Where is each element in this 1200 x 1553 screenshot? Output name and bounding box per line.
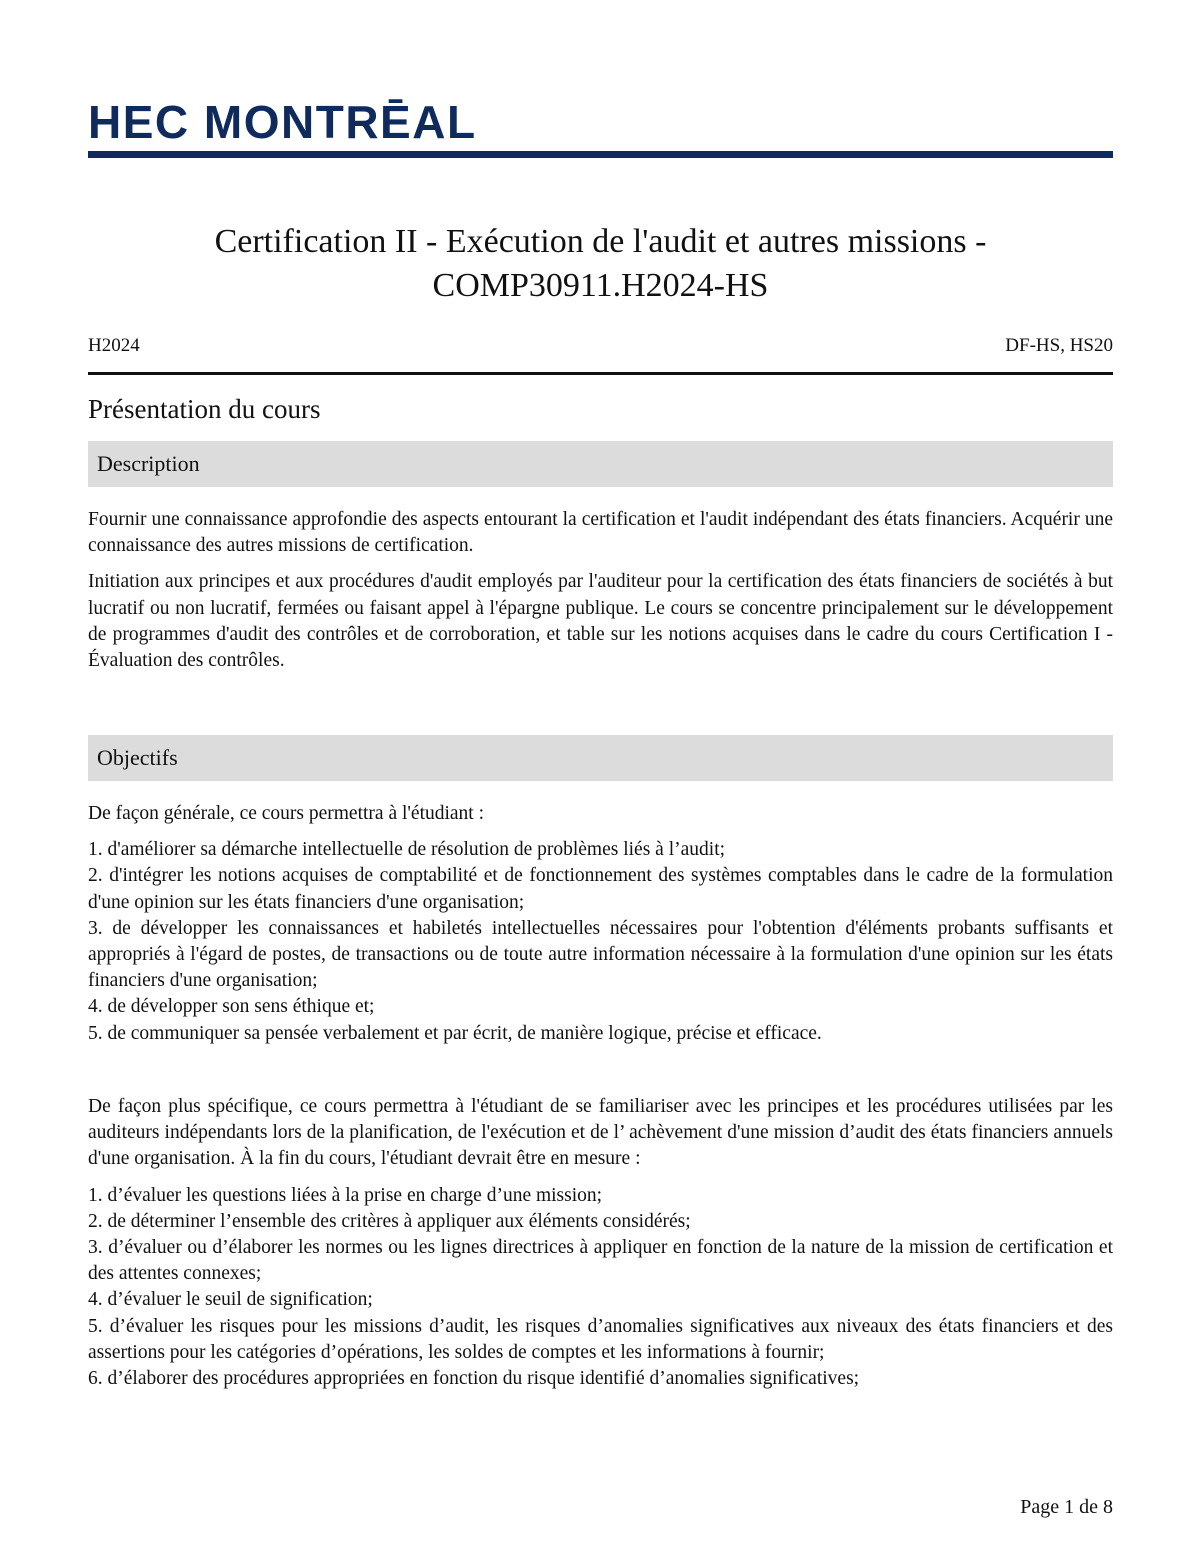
description-text [88,507,1113,674]
list-item: 2. d'intégrer les notions acquises de comptabilité et de fonctionnement des systèmes comptables dans le cadre de la formulation d'une opinion sur les états financiers d'une organisation; [88,865,1113,913]
list-item: 1. d’évaluer les questions liées à la prise en charge d’une mission; [88,1184,603,1206]
list-item: 6. d’élaborer des procédures appropriées en fonction du risque identifié d’anomalies significatives; [88,1368,860,1390]
description-label: Description [97,451,200,476]
list-item: 5. d’évaluer les risques pour les missions d’audit, les risques d’anomalies significatives aux niveaux des états financiers et des assertions pour les catégories d’opérations, les soldes de comptes et les informations à fournir; [88,1315,1113,1363]
list-item: 4. de développer son sens éthique et; [88,996,375,1018]
presentation-heading: Présentation du cours [88,394,321,424]
specific-objectives-list [88,1183,1113,1393]
list-item: 4. d’évaluer le seuil de signification; [88,1289,373,1311]
objectives-label: Objectifs [97,745,178,770]
objectives-general [88,801,1113,1047]
header-rule [88,151,1113,158]
specific-intro: De façon plus spécifique, ce cours permettra à l'étudiant de se familiariser avec les principes et les procédures utilisées par les auditeurs indépendants lors de la planification, de l'exécution et de l’ achèvement d'une mission d’audit des états financiers annuels d'une organisation. À la fin du cours, l'étudiant devrait être en mesure : [88,1096,1113,1170]
list-item: 2. de déterminer l’ensemble des critères à appliquer aux éléments considérés; [88,1210,691,1232]
course-title-line-2: COMP30911.H2024-HS [432,267,769,304]
page-number: Page 1 de 8 [1020,1496,1113,1518]
meta-divider [88,372,1113,375]
term-label: H2024 [88,335,140,356]
general-intro: De façon générale, ce cours permettra à l'étudiant : [88,803,485,824]
list-item: 3. de développer les connaissances et habiletés intellectuelles nécessaires pour l'obtention d'éléments probants suffisants et appropriés à l'égard de postes, de transactions ou de toute autre information nécessaire à la formulation d'une opinion sur les états financiers d'une organisation; [88,917,1113,992]
list-item: 5. de communiquer sa pensée verbalement et par écrit, de manière logique, précise et efficace. [88,1022,822,1044]
list-item: 1. d'améliorer sa démarche intellectuelle de résolution de problèmes liés à l’audit; [88,839,726,861]
description-paragraph: Fournir une connaissance approfondie des aspects entourant la certification et l'audit indépendant des états financiers. Acquérir une connaissance des autres missions de certification. [88,509,1113,557]
list-item: 3. d’évaluer ou d’élaborer les normes ou les lignes directrices à appliquer en fonction de la nature de la mission de certification et des attentes connexes; [88,1237,1113,1285]
course-title [88,220,1113,308]
course-meta [88,334,1113,358]
description-band [88,441,1113,487]
section-code: DF-HS, HS20 [1005,335,1113,356]
description-paragraph: Initiation aux principes et aux procédures d'audit employés par l'auditeur pour la certification des états financiers de sociétés à but lucratif ou non lucratif, fermées ou faisant appel à l'épargne publique. Le cours se concentre principalement sur le développement de programmes d'audit des contrôles et de corroboration, et table sur les notions acquises dans le cadre du cours Certification I - Évaluation des contrôles. [88,571,1113,672]
course-title-line-1: Certification II - Exécution de l'audit et autres missions - [214,223,987,260]
hec-montreal-logo: HEC MONTRĒAL [88,96,477,148]
general-objectives-list [88,837,1113,1047]
objectives-band [88,735,1113,781]
objectives-specific [88,1094,1113,1392]
